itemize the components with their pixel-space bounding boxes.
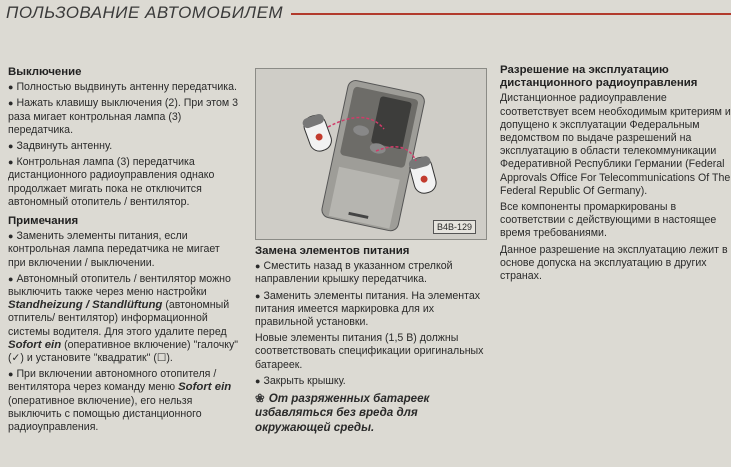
- list-item: ● Заменить элементы питания. На элементах питания имеется маркировка для их правильной установки.: [255, 290, 487, 330]
- remote-illustration: [256, 69, 486, 239]
- menu-term: Sofort ein: [178, 381, 232, 394]
- eco-note: [255, 392, 487, 435]
- paragraph: Новые элементы питания (1,5 В) должны соответствовать спецификации оригинальных батареек.: [255, 332, 484, 371]
- section-heading-battery: Замена элементов питания: [255, 245, 410, 257]
- menu-term: Standheizung / Standlüftung: [8, 299, 163, 312]
- remote-control-figure: [255, 68, 487, 240]
- note-text: (автономный отпитель/ вентилятор) информационной системы водителя. Для этого удалите перед: [8, 299, 230, 338]
- right-column: [500, 64, 731, 286]
- header-rule: [291, 13, 731, 15]
- page-title: ПОЛЬЗОВАНИЕ АВТОМОБИЛЕМ: [6, 3, 284, 22]
- paragraph: Дистанционное радиоуправление соответствует всем необходимым критериям и допущено к эксплуатации Федеральным ведомством по выдаче разрешений на эксплуатацию в области телекоммуникации Федеративной Республики Германии (Federal Approvals Office For Telecommunications Of The Federal Republic Of Germany).: [500, 92, 731, 197]
- paragraph: Данное разрешение на эксплуатацию лежит в основе допуска на эксплуатацию в других странах.: [500, 243, 728, 283]
- left-column: [8, 66, 240, 437]
- list-item: ● Нажать клавишу выключения (2). При этом 3 раза мигает контрольная лампа (3) передатчика.: [8, 97, 240, 137]
- paragraph: Все компоненты промаркированы в соответствии с действующими в настоящее время требованиями.: [500, 201, 717, 240]
- list-item: ● Сместить назад в указанном стрелкой направлении крышку передатчика.: [255, 260, 487, 286]
- eco-text: От разряженных батареек избавляться без вреда для окружающей среды.: [255, 392, 430, 434]
- note-text: (оперативное включение) "галочку" (✓) и установите "квадратик" (☐).: [8, 338, 239, 365]
- menu-term: Sofort ein: [8, 338, 62, 351]
- note-text: Автономный отопитель / вентилятор можно выключить также через меню настройки: [8, 272, 231, 299]
- list-item: ● Закрыть крышку.: [255, 375, 487, 388]
- note-item: ● Заменить элементы питания, если контрольная лампа передатчика не мигает при включении / выключении.: [8, 230, 240, 270]
- section-heading-notes: Примечания: [8, 215, 79, 228]
- section-heading-switch-off: Выключение: [8, 66, 82, 78]
- note-item: [8, 368, 240, 434]
- list-item: ● Контрольная лампа (3) передатчика дистанционного радиоуправления однако продолжает мигать пока не отключится автономный отопитель / вентилятор.: [8, 156, 240, 209]
- note-text: При включении автономного отопителя / вентилятора через команду меню: [8, 368, 217, 394]
- note-item: [8, 273, 240, 365]
- list-item: ● Задвинуть антенну.: [8, 140, 240, 153]
- section-heading-approval: Разрешение на эксплуатацию дистанционного радиоуправления: [500, 64, 698, 90]
- list-item: ● Полностью выдвинуть антенну передатчика.: [8, 81, 240, 94]
- flower-icon: ❀: [255, 392, 265, 406]
- page-header: [6, 2, 731, 24]
- middle-column: [255, 245, 487, 435]
- figure-label: B4B-129: [433, 220, 476, 234]
- note-text: (оперативное включение), его нельзя выключить с помощью дистанционного радиоуправления.: [8, 394, 202, 434]
